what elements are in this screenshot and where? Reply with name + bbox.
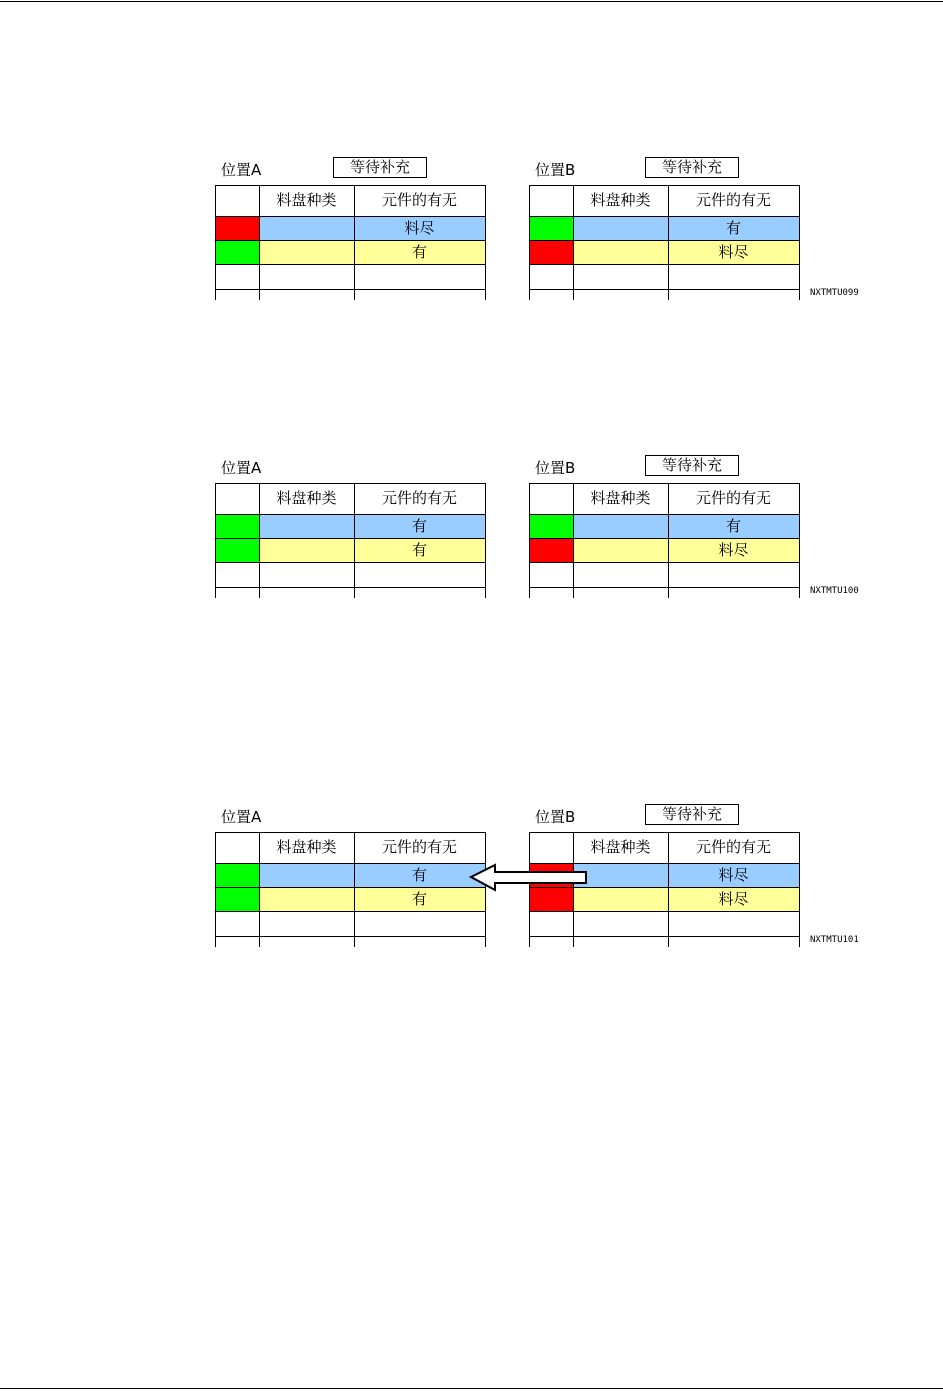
grid-line — [529, 216, 799, 217]
position-label: 位置B — [535, 459, 576, 477]
bottom-rule — [0, 1388, 943, 1389]
tray-table — [529, 185, 801, 301]
grid-line — [215, 911, 485, 912]
position-panel — [215, 458, 488, 576]
figure-code: NXTMTU099 — [810, 288, 859, 298]
grid-line — [529, 562, 799, 563]
column-header-component-presence: 元件的有无 — [695, 191, 771, 209]
grid-line — [259, 185, 260, 300]
grid-line — [215, 216, 485, 217]
grid-line — [215, 514, 485, 515]
grid-line — [529, 289, 799, 290]
position-label: 位置A — [221, 808, 262, 826]
column-header-component-presence: 元件的有无 — [381, 838, 457, 856]
presence-value: 有 — [411, 866, 427, 884]
status-indicator — [215, 514, 259, 538]
top-rule — [0, 1, 943, 2]
grid-line — [529, 240, 799, 241]
position-label: 位置A — [221, 459, 262, 477]
grid-line — [799, 832, 800, 947]
grid-line — [215, 240, 485, 241]
grid-line — [529, 538, 799, 539]
status-indicator — [215, 240, 259, 264]
position-panel — [215, 807, 488, 925]
grid-line — [668, 832, 669, 947]
presence-value: 有 — [411, 517, 427, 535]
status-indicator — [529, 240, 573, 264]
tray-type-cell — [259, 240, 354, 264]
grid-line — [215, 185, 485, 186]
waiting-replenish-badge: 等待补充 — [645, 804, 739, 825]
presence-value: 有 — [725, 517, 741, 535]
presence-value: 料尽 — [718, 866, 749, 884]
presence-value: 料尽 — [404, 219, 435, 237]
tray-type-cell — [573, 514, 668, 538]
tray-type-cell — [259, 538, 354, 562]
grid-line — [529, 514, 799, 515]
grid-line — [529, 587, 799, 588]
transfer-arrow-icon — [468, 862, 590, 892]
grid-line — [215, 936, 485, 937]
grid-line — [668, 483, 669, 598]
status-indicator — [529, 538, 573, 562]
grid-line — [215, 562, 485, 563]
column-header-tray-type: 料盘种类 — [590, 489, 651, 507]
grid-line — [215, 483, 485, 484]
grid-line — [215, 832, 216, 947]
status-indicator — [529, 514, 573, 538]
grid-line — [215, 185, 216, 300]
position-label: 位置B — [535, 808, 576, 826]
grid-line — [215, 538, 485, 539]
presence-value: 有 — [725, 219, 741, 237]
column-header-tray-type: 料盘种类 — [590, 191, 651, 209]
grid-line — [485, 483, 486, 598]
tray-type-cell — [259, 514, 354, 538]
grid-line — [529, 911, 799, 912]
status-indicator — [215, 538, 259, 562]
grid-line — [215, 832, 485, 833]
column-header-tray-type: 料盘种类 — [276, 191, 337, 209]
grid-line — [529, 264, 799, 265]
grid-line — [529, 936, 799, 937]
grid-line — [354, 832, 355, 947]
presence-value: 有 — [411, 890, 427, 908]
position-label: 位置A — [221, 161, 262, 179]
tray-table — [215, 185, 487, 301]
position-panel — [529, 160, 802, 278]
position-panel — [529, 458, 802, 576]
grid-line — [799, 483, 800, 598]
tray-type-cell — [259, 887, 354, 911]
column-header-component-presence: 元件的有无 — [695, 838, 771, 856]
column-header-tray-type: 料盘种类 — [590, 838, 651, 856]
column-header-tray-type: 料盘种类 — [276, 838, 337, 856]
grid-line — [215, 289, 485, 290]
grid-line — [354, 185, 355, 300]
status-indicator — [215, 216, 259, 240]
position-label: 位置B — [535, 161, 576, 179]
status-indicator — [529, 216, 573, 240]
grid-line — [354, 483, 355, 598]
figure-code: NXTMTU100 — [810, 586, 859, 596]
grid-line — [799, 185, 800, 300]
column-header-tray-type: 料盘种类 — [276, 489, 337, 507]
figure-code: NXTMTU101 — [810, 935, 859, 945]
grid-line — [259, 832, 260, 947]
presence-value: 料尽 — [718, 541, 749, 559]
grid-line — [485, 185, 486, 300]
waiting-replenish-badge: 等待补充 — [645, 157, 739, 178]
grid-line — [215, 264, 485, 265]
waiting-replenish-badge: 等待补充 — [333, 157, 427, 178]
grid-line — [529, 483, 530, 598]
tray-type-cell — [573, 216, 668, 240]
tray-type-cell — [573, 240, 668, 264]
grid-line — [215, 887, 485, 888]
tray-type-cell — [573, 538, 668, 562]
presence-value: 有 — [411, 243, 427, 261]
grid-line — [573, 483, 574, 598]
presence-value: 有 — [411, 541, 427, 559]
grid-line — [529, 185, 799, 186]
tray-type-cell — [259, 863, 354, 887]
status-indicator — [215, 863, 259, 887]
tray-table — [215, 483, 487, 599]
grid-line — [215, 483, 216, 598]
tray-table — [215, 832, 487, 948]
presence-value: 料尽 — [718, 890, 749, 908]
status-indicator — [215, 887, 259, 911]
column-header-component-presence: 元件的有无 — [695, 489, 771, 507]
column-header-component-presence: 元件的有无 — [381, 489, 457, 507]
waiting-replenish-badge: 等待补充 — [645, 455, 739, 476]
grid-line — [529, 185, 530, 300]
presence-value: 料尽 — [718, 243, 749, 261]
grid-line — [215, 587, 485, 588]
grid-line — [573, 185, 574, 300]
grid-line — [529, 832, 799, 833]
grid-line — [215, 863, 485, 864]
tray-table — [529, 483, 801, 599]
grid-line — [259, 483, 260, 598]
tray-type-cell — [259, 216, 354, 240]
position-panel — [215, 160, 488, 278]
column-header-component-presence: 元件的有无 — [381, 191, 457, 209]
grid-line — [529, 483, 799, 484]
grid-line — [668, 185, 669, 300]
